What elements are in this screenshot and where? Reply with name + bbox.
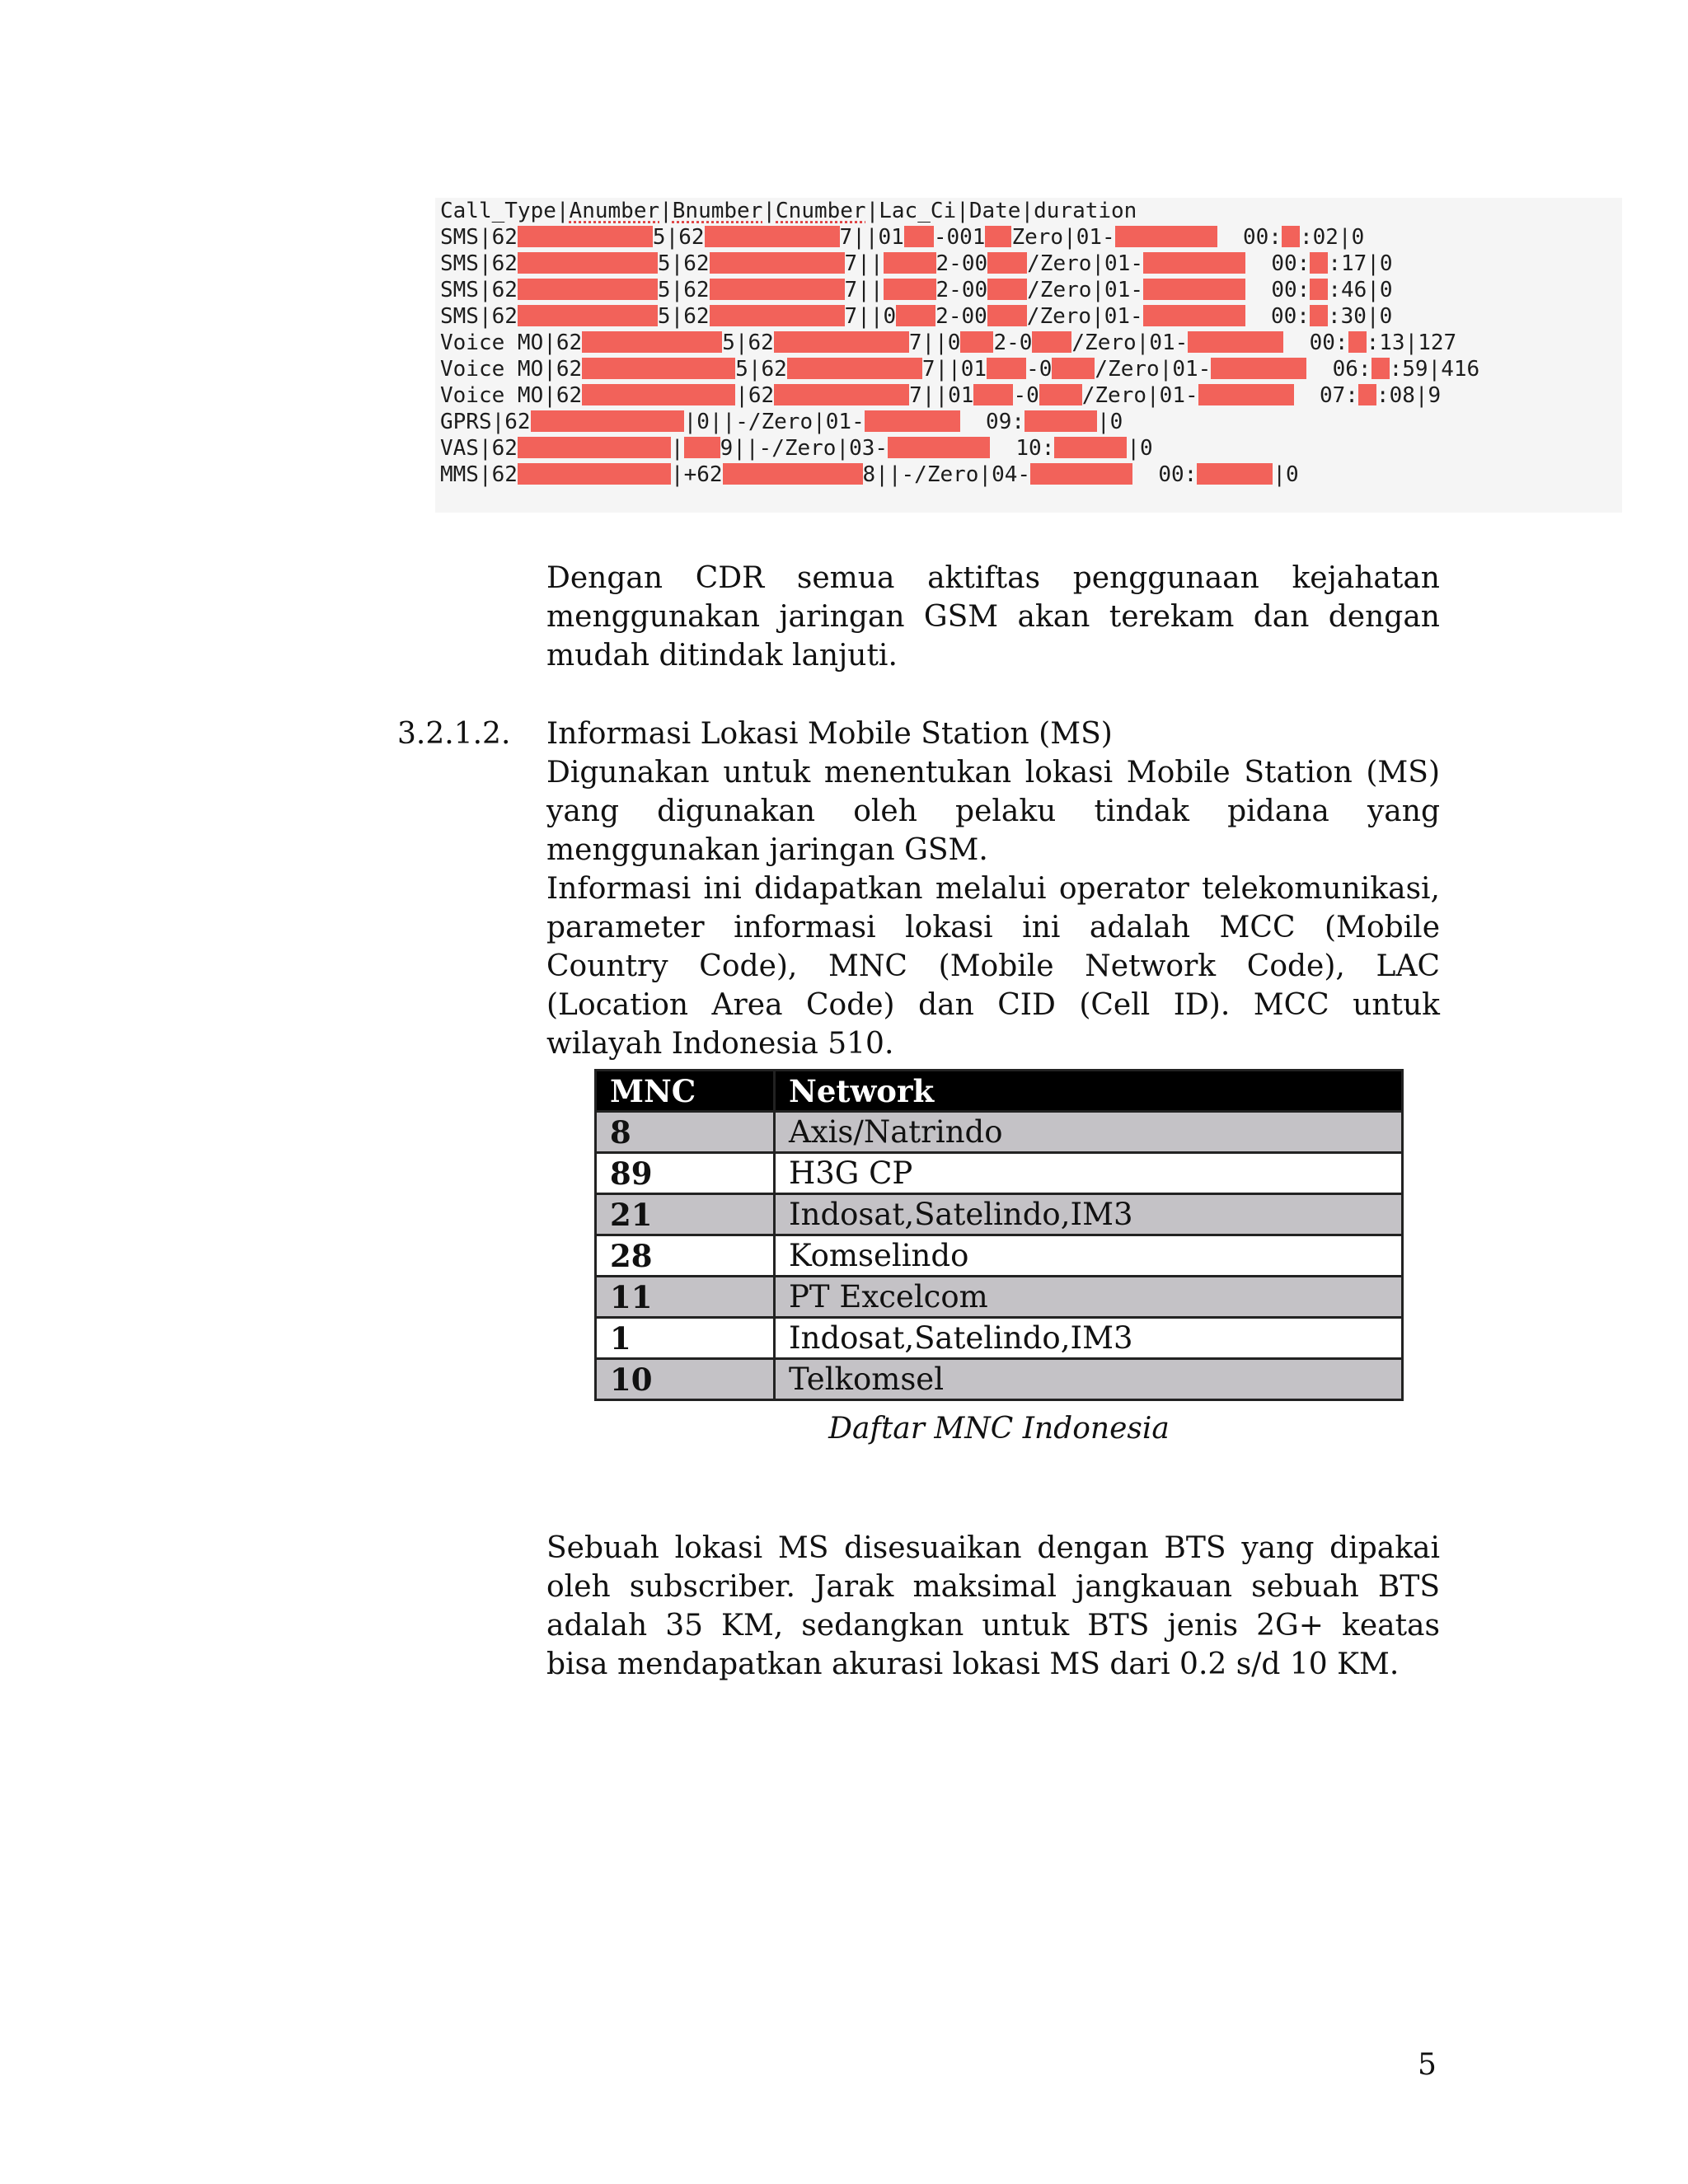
network-cell: Indosat,Satelindo,IM3 (775, 1194, 1403, 1235)
redaction-bar (518, 252, 658, 274)
redaction-bar (1358, 384, 1376, 405)
table-row (596, 1277, 1403, 1318)
redaction-bar (1143, 279, 1245, 300)
redaction-bar (518, 437, 671, 458)
cdr-header-bnumber: Bnumber (672, 199, 763, 223)
mnc-cell: 89 (596, 1153, 775, 1194)
redaction-bar (987, 279, 1027, 300)
cdr-row: SMS|62 5|62 7|| 2-00 /Zero|01- 00: :17|0 (440, 251, 1393, 276)
redaction-bar (1115, 226, 1217, 247)
redaction-bar (1197, 463, 1273, 485)
redaction-bar (1211, 358, 1306, 379)
cdr-header-duration: duration (1034, 199, 1137, 223)
redaction-bar (1310, 305, 1328, 326)
cdr-header: Call_Type|Anumber|Bnumber|Cnumber|Lac_Ci|Date|duration (440, 199, 1137, 223)
redaction-bar (1039, 384, 1082, 405)
table-row (596, 1235, 1403, 1277)
redaction-bar (987, 252, 1027, 274)
cdr-row: SMS|62 5|62 7|| 2-00 /Zero|01- 00: :46|0 (440, 278, 1393, 302)
redaction-bar (987, 305, 1027, 326)
redaction-bar (1052, 358, 1095, 379)
redaction-bar (531, 410, 684, 432)
redaction-bar (684, 437, 720, 458)
redaction-bar (1282, 226, 1300, 247)
cdr-screenshot (435, 198, 1622, 513)
section-paragraph-1: Digunakan untuk menentukan lokasi Mobile Station (MS) yang digunakan oleh pelaku tindak pidana yang menggunakan jaringan GSM. (546, 756, 1440, 867)
redaction-bar (1198, 384, 1294, 405)
redaction-bar (1032, 331, 1071, 353)
mnc-cell: 21 (596, 1194, 775, 1235)
table-row (596, 1112, 1403, 1153)
redaction-bar (787, 358, 922, 379)
network-cell: Axis/Natrindo (775, 1112, 1403, 1153)
paragraph-cdr-summary: Dengan CDR semua aktiftas penggunaan kejahatan menggunakan jaringan GSM akan terekam dan dengan mudah ditindak lanjuti. (546, 561, 1440, 673)
mnc-cell: 1 (596, 1318, 775, 1359)
redaction-bar (723, 463, 863, 485)
cdr-row: GPRS|62 |0||-/Zero|01- 09: |0 (440, 410, 1123, 434)
redaction-bar (582, 384, 735, 405)
redaction-bar (710, 305, 845, 326)
cdr-header-cnumber: Cnumber (776, 199, 866, 223)
network-column-header: Network (775, 1071, 1403, 1112)
cdr-row: SMS|62 5|62 7||01 -001 Zero|01- 00: :02|0 (440, 225, 1365, 250)
mnc-cell: 10 (596, 1359, 775, 1400)
redaction-bar (1372, 358, 1390, 379)
network-cell: Komselindo (775, 1235, 1403, 1277)
redaction-bar (1030, 463, 1132, 485)
redaction-bar (774, 384, 909, 405)
redaction-bar (1348, 331, 1367, 353)
redaction-bar (582, 331, 722, 353)
redaction-bar (1054, 437, 1127, 458)
cdr-header-date: Date (968, 199, 1021, 223)
table-caption: Daftar MNC Indonesia (828, 1412, 1170, 1446)
cdr-row: Voice MO|62 5|62 7||01 -0 /Zero|01- 06: :59|416 (440, 357, 1480, 382)
redaction-bar (985, 226, 1011, 247)
redaction-bar (1188, 331, 1283, 353)
redaction-bar (705, 226, 840, 247)
redaction-bar (518, 279, 658, 300)
network-cell: Indosat,Satelindo,IM3 (775, 1318, 1403, 1359)
redaction-bar (710, 252, 845, 274)
section-paragraph-2: Informasi ini didapatkan melalui operator telekomunikasi, parameter informasi lokasi ini adalah MCC (Mobile Country Code), MNC (Mobile Network Code), LAC (Location Area Code) dan CID (Cell ID). MCC untuk wilayah Indonesia 510. (546, 872, 1440, 1061)
mnc-cell: 11 (596, 1277, 775, 1318)
redaction-bar (960, 331, 993, 353)
paragraph-bts-accuracy: Sebuah lokasi MS disesuaikan dengan BTS yang dipakai oleh subscriber. Jarak maksimal jangkauan sebuah BTS adalah 35 KM, sedangkan untuk BTS jenis 2G+ keatas bisa mendapatkan akurasi lokasi MS dari 0.2 s/d 10 KM. (546, 1531, 1440, 1681)
redaction-bar (987, 358, 1026, 379)
cdr-header-anumber: Anumber (569, 199, 660, 223)
network-cell: PT Excelcom (775, 1277, 1403, 1318)
redaction-bar (884, 252, 936, 274)
mnc-cell: 28 (596, 1235, 775, 1277)
mnc-cell: 8 (596, 1112, 775, 1153)
cdr-row: Voice MO|62 |62 7||01 -0 /Zero|01- 07: :08|9 (440, 383, 1442, 408)
page-number: 5 (1418, 2048, 1437, 2082)
redaction-bar (518, 226, 653, 247)
table-row (596, 1194, 1403, 1235)
cdr-row: Voice MO|62 5|62 7||0 2-0 /Zero|01- 00: :13|127 (440, 330, 1457, 355)
network-cell: Telkomsel (775, 1359, 1403, 1400)
cdr-row: SMS|62 5|62 7||0 2-00 /Zero|01- 00: :30|0 (440, 304, 1393, 329)
network-cell: H3G CP (775, 1153, 1403, 1194)
redaction-bar (710, 279, 845, 300)
cdr-row: MMS|62 |+62 8||-/Zero|04- 00: |0 (440, 462, 1299, 487)
redaction-bar (865, 410, 960, 432)
section-number: 3.2.1.2. (397, 717, 511, 751)
redaction-bar (582, 358, 735, 379)
cdr-row: VAS|62 | 9||-/Zero|03- 10: |0 (440, 436, 1153, 461)
redaction-bar (1310, 252, 1328, 274)
redaction-bar (1143, 252, 1245, 274)
redaction-bar (884, 279, 936, 300)
table-row (596, 1318, 1403, 1359)
redaction-bar (888, 437, 990, 458)
table-row (596, 1359, 1403, 1400)
table-row (596, 1153, 1403, 1194)
redaction-bar (973, 384, 1013, 405)
section-title: Informasi Lokasi Mobile Station (MS) (546, 717, 1113, 751)
redaction-bar (904, 226, 934, 247)
redaction-bar (896, 305, 935, 326)
redaction-bar (1310, 279, 1328, 300)
mnc-column-header: MNC (596, 1071, 775, 1112)
redaction-bar (1025, 410, 1097, 432)
mnc-table-header-row (596, 1071, 1403, 1112)
mnc-table (594, 1069, 1404, 1401)
redaction-bar (518, 463, 671, 485)
cdr-header-call-type: Call_Type (440, 199, 556, 223)
redaction-bar (1143, 305, 1245, 326)
cdr-header-lac-ci: Lac_Ci (879, 199, 957, 223)
redaction-bar (774, 331, 909, 353)
redaction-bar (518, 305, 658, 326)
